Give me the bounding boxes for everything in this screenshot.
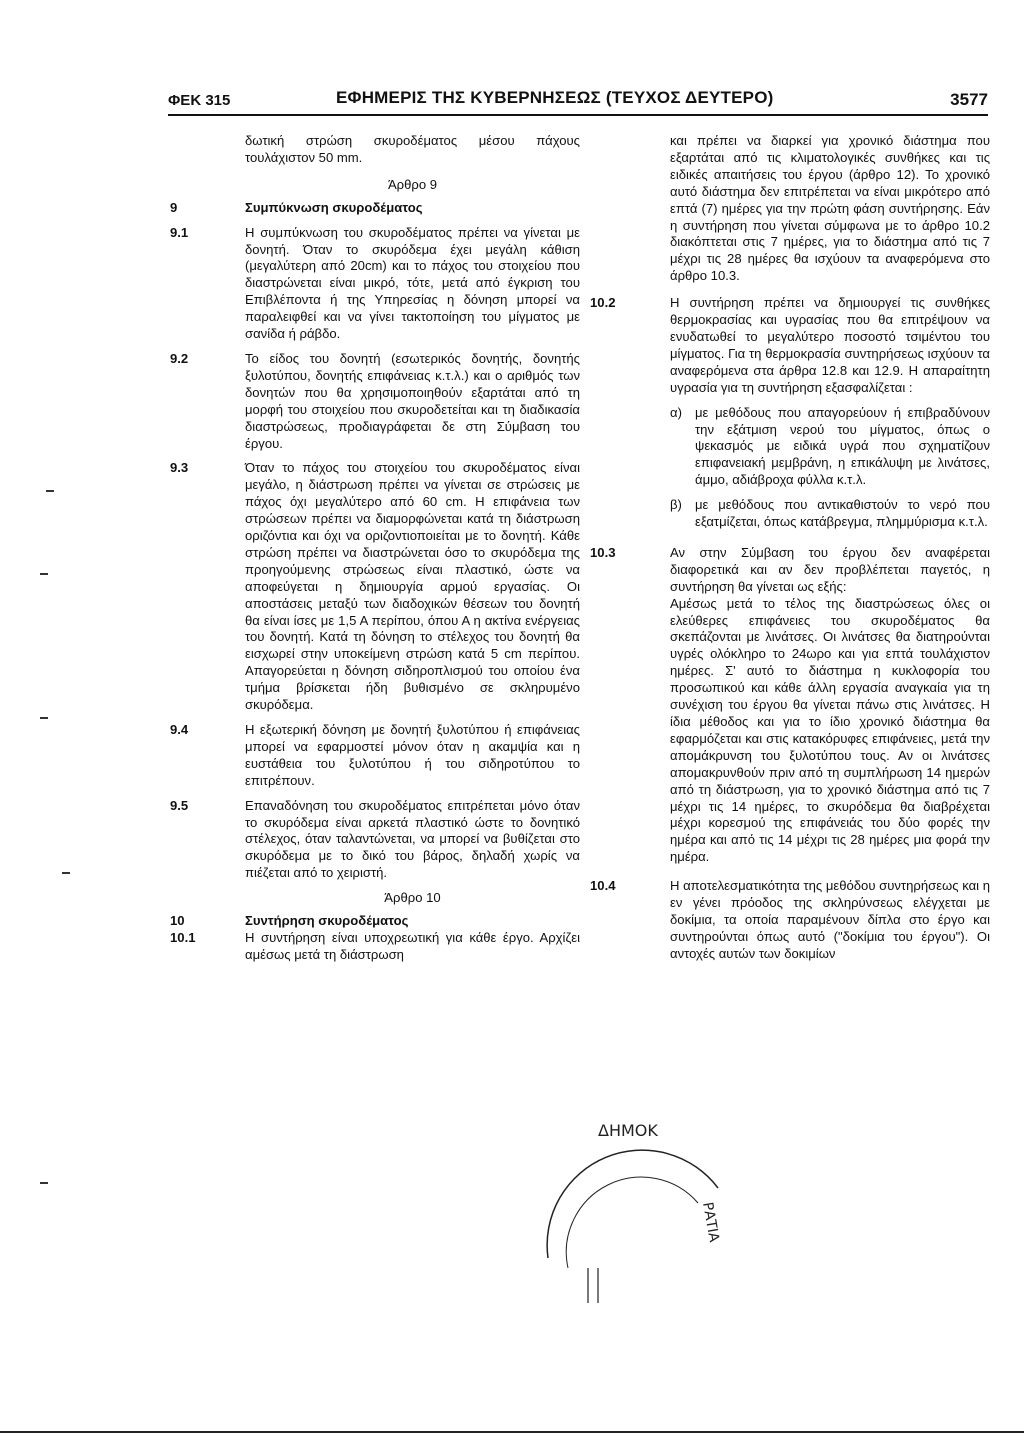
section-title: Συμπύκνωση σκυροδέματος (245, 199, 423, 215)
margin-mark (62, 872, 70, 874)
list-item-a (590, 405, 990, 490)
section-text: Το είδος του δονητή (εσωτερικός δονητής, δονητής ξυλοτύπου, δονητής επιφάνειας κ.τ.λ.) και ο αριθμός των δονητών που θα χρησιμοποιηθούν εξαρτάται από τη μορφή του στοιχείου που σκυροδετείται και τη διαδικασία διαστρώσεως, προδιαγράφεται δε στη Σύμβαση του έργου. (245, 350, 580, 451)
section-text: Η εξωτερική δόνηση με δονητή ξυλοτύπου ή επιφάνειας μπορεί να εφαρμοστεί μόνον όταν η ακαμψία και η ευστάθεια του ξυλοτύπου ή του σιδηροτύπου το επιτρέπουν. (245, 722, 580, 788)
section-number: 9.4 (170, 722, 189, 737)
right-column (590, 133, 990, 971)
left-column (170, 133, 580, 972)
continuation-text-right: και πρέπει να διαρκεί για χρονικό διάστημα που εξαρτάται από τις κλιματολογικές συνθήκες και τις ειδικές απαιτήσεις του έργου (άρθρο 12). Το χρονικό αυτό διάστημα δεν επιτρέπεται να είναι μικρότερο από επτά (7) ημέρες για την πρώτη φάση συντήρησης. Εάν η συντήρηση που γίνεται σύμφωνα με το άρθρο 10.2 διακόπτεται στις 7 ημέρες, για το διάστημα από τις 7 μέχρι τις 28 ημέρες θα ισχύουν τα αναφερόμενα στο άρθρο 10.3. (670, 133, 990, 284)
section-text: Αν στην Σύμβαση του έργου δεν αναφέρεται διαφορετικά και αν δεν προβλέπεται παγετός, η συντήρηση θα γίνεται ως εξής: (670, 544, 990, 594)
section-10-4 (590, 878, 990, 963)
section-10-heading (170, 913, 580, 930)
margin-mark (40, 573, 48, 575)
section-number: 9.2 (170, 350, 189, 366)
margin-mark (40, 717, 48, 719)
gazette-title: ΕΦΗΜΕΡΙΣ ΤΗΣ ΚΥΒΕΡΝΗΣΕΩΣ (ΤΕΥΧΟΣ ΔΕΥΤΕΡΟ) (336, 88, 774, 107)
section-text: Επαναδόνηση του σκυροδέματος επιτρέπεται μόνο όταν το σκυρόδεμα είναι αρκετά πλαστικό ώστε το δονητικό στέλεχος, όταν ταλαντώνεται, να μπορεί να βυθίζεται στο σκυρόδεμα με το δικό του βάρος, δηλαδή χωρίς να πιέζεται από το χειριστή. (245, 797, 580, 881)
list-label: α) (670, 404, 682, 420)
section-number: 10 (170, 913, 185, 929)
section-10-3 (590, 545, 990, 596)
stamp-text-top: ΔΗΜΟΚ (598, 1121, 658, 1140)
list-text: με μεθόδους που αντικαθιστούν το νερό που εξατμίζεται, όπως κατάβρεγμα, πλημμύρισμα κ.τ.λ. (695, 497, 990, 530)
section-9-heading (170, 200, 580, 217)
list-text: με μεθόδους που απαγορεύουν ή επιβραδύνουν την εξάτμιση νερού του μίγματος, όπως ο ψεκασμός με ειδικά υγρά που σχηματίζουν επιφανειακή μεμβράνη, η επικάλυψη με λινάτσες, άμμο, αδιάβροχα φύλλα κ.τ.λ. (695, 404, 990, 488)
section-10-1 (170, 930, 580, 964)
section-text: Η αποτελεσματικότητα της μεθόδου συντηρήσεως και η εν γένει πρόοδος της σκληρύνσεως ελέγχεται με δοκίμια, τα οποία παραμένουν δίπλα στο έργο και συντηρούνται όπως αυτό ("δοκίμια του έργου"). Οι αντοχές αυτών των δοκιμίων (670, 878, 990, 961)
page-header (168, 88, 988, 114)
section-number: 9.1 (170, 224, 189, 240)
page-bottom-edge (0, 1431, 1024, 1433)
section-number: 9.5 (170, 797, 189, 813)
continuation-text-left: δωτική στρώση σκυροδέματος μέσου πάχους τουλάχιστον 50 mm. (245, 133, 580, 165)
section-number: 10.1 (170, 929, 196, 945)
section-10-3-continued: Αμέσως μετά το τέλος της διαστρώσεως όλες οι ελεύθερες επιφάνειες του σκυροδέματος θα σκεπάζονται με λινάτσες. Οι λινάτσες θα διατηρούνται υγρές ολόκληρο το 24ωρο και για επτά τουλάχιστον ημέρες. Σ' αυτό το διάστημα η κυκλοφορία του προσωπικού και κάθε άλλη εργασία αναγκαία για τη συνέχιση του έργου θα γίνεται πάνω στις λινάτσες. Η ίδια μέθοδος και για το ίδιο χρονικό διάστημα θα εφαρμόζεται και στις κατακόρυφες επιφάνειες, μετά την απομάκρυνση του ξυλοτύπου τους. Αν οι λινάτσες απομακρυνθούν πριν από τη συμπλήρωση 14 ημερών από τη διάστρωση, για το χρονικό διάστημα από τις 7 μέχρι τις 14 ημέρες, το σκυρόδεμα θα διαβρέχεται μέχρι κορεσμού της επιφάνειάς του δύο φορές την ημέρα και από τις 14 μέχρι τις 28 ημέρες μια φορά την ημέρα. (670, 595, 990, 865)
section-number: 10.3 (590, 544, 616, 560)
section-title: Συντήρηση σκυροδέματος (245, 913, 409, 929)
section-9-4 (170, 722, 580, 790)
section-number: 9 (170, 199, 178, 215)
section-number: 10.4 (590, 878, 616, 894)
section-text: Η συντήρηση πρέπει να δημιουργεί τις συνθήκες θερμοκρασίας και υγρασίας που θα επιτρέψουν να ενυδατωθεί το μεγαλύτερο ποσοστό τσιμέντου του μίγματος. Για τη θερμοκρασία συντηρήσεως ισχύουν τα αναφερόμενα στα άρθρα 12.8 και 12.9. Η απαραίτητη υγρασία για τη συντήρηση εξασφαλίζεται : (670, 295, 990, 395)
gazette-issue-number: ΦΕΚ 315 (168, 92, 231, 109)
section-9-2 (170, 351, 580, 452)
page-number: 3577 (950, 90, 988, 109)
article-10-label: Άρθρο 10 (384, 890, 441, 906)
section-number: 10.2 (590, 295, 616, 311)
stamp-text-side: ΡΑΤΙΑ (699, 1200, 722, 1244)
section-9-3 (170, 460, 580, 714)
section-number: 9.3 (170, 460, 189, 476)
section-9-1 (170, 225, 580, 343)
section-text: Η συντήρηση είναι υποχρεωτική για κάθε έργο. Αρχίζει αμέσως μετά τη διάστρωση (245, 929, 580, 962)
margin-mark (40, 1182, 48, 1184)
section-9-5 (170, 798, 580, 883)
list-label: β) (670, 497, 682, 513)
section-10-2 (590, 295, 990, 396)
article-9-label: Άρθρο 9 (387, 176, 438, 192)
margin-mark (46, 490, 54, 492)
section-text: Όταν το πάχος του στοιχείου του σκυροδέματος είναι μεγάλο, η διάστρωση πρέπει να γίνεται σε στρώσεις με πάχος όχι μεγαλύτερο από 60 cm. Η επιφάνεια των στρώσεων πρέπει να διαμορφώνεται κατά τη διάστρωση οριζόντια και όχι να οριζοντιοποιείται με το δονητή. Κάθε στρώση πρέπει να διαστρώνεται όσο το σκυρόδεμα της προηγούμενης στρώσεως είναι πλαστικό, ώστε να αποφεύγεται η δημιουργία αρμού εργασίας. Οι αποστάσεις μεταξύ των διαδοχικών θέσεων του δονητή θα είναι ίσες με 1,5 Α περίπου, όπου Α η ακτίνα ενέργειας του δονητή. Κατά τη δόνηση το στέλεχος του δονητή θα εισχωρεί στην υποκείμενη στρώση κατά 5 cm περίπου. Απαγορεύεται η δόνηση σιδηροπλισμού του οποίου ένα τμήμα βρίσκεται ήδη βυθισμένο σε σκληρυμένο σκυρόδεμα. (245, 460, 580, 713)
section-text: Η συμπύκνωση του σκυροδέματος πρέπει να γίνεται με δονητή. Όταν το σκυρόδεμα έχει μεγάλη κάθιση (μεγαλύτερη από 20cm) και το πάχος του στοιχείου που διαστρώνεται είναι μικρό, τότε, μετά από έγκριση του Επιβλέποντα ή της Υπηρεσίας η δόνηση μπορεί να παραλειφθεί και να γίνει τακτοποίηση του μίγματος με σανίδα ή ράβδο. (245, 224, 580, 342)
list-item-b (590, 497, 990, 531)
header-rule (168, 114, 988, 116)
official-stamp (528, 1108, 728, 1308)
